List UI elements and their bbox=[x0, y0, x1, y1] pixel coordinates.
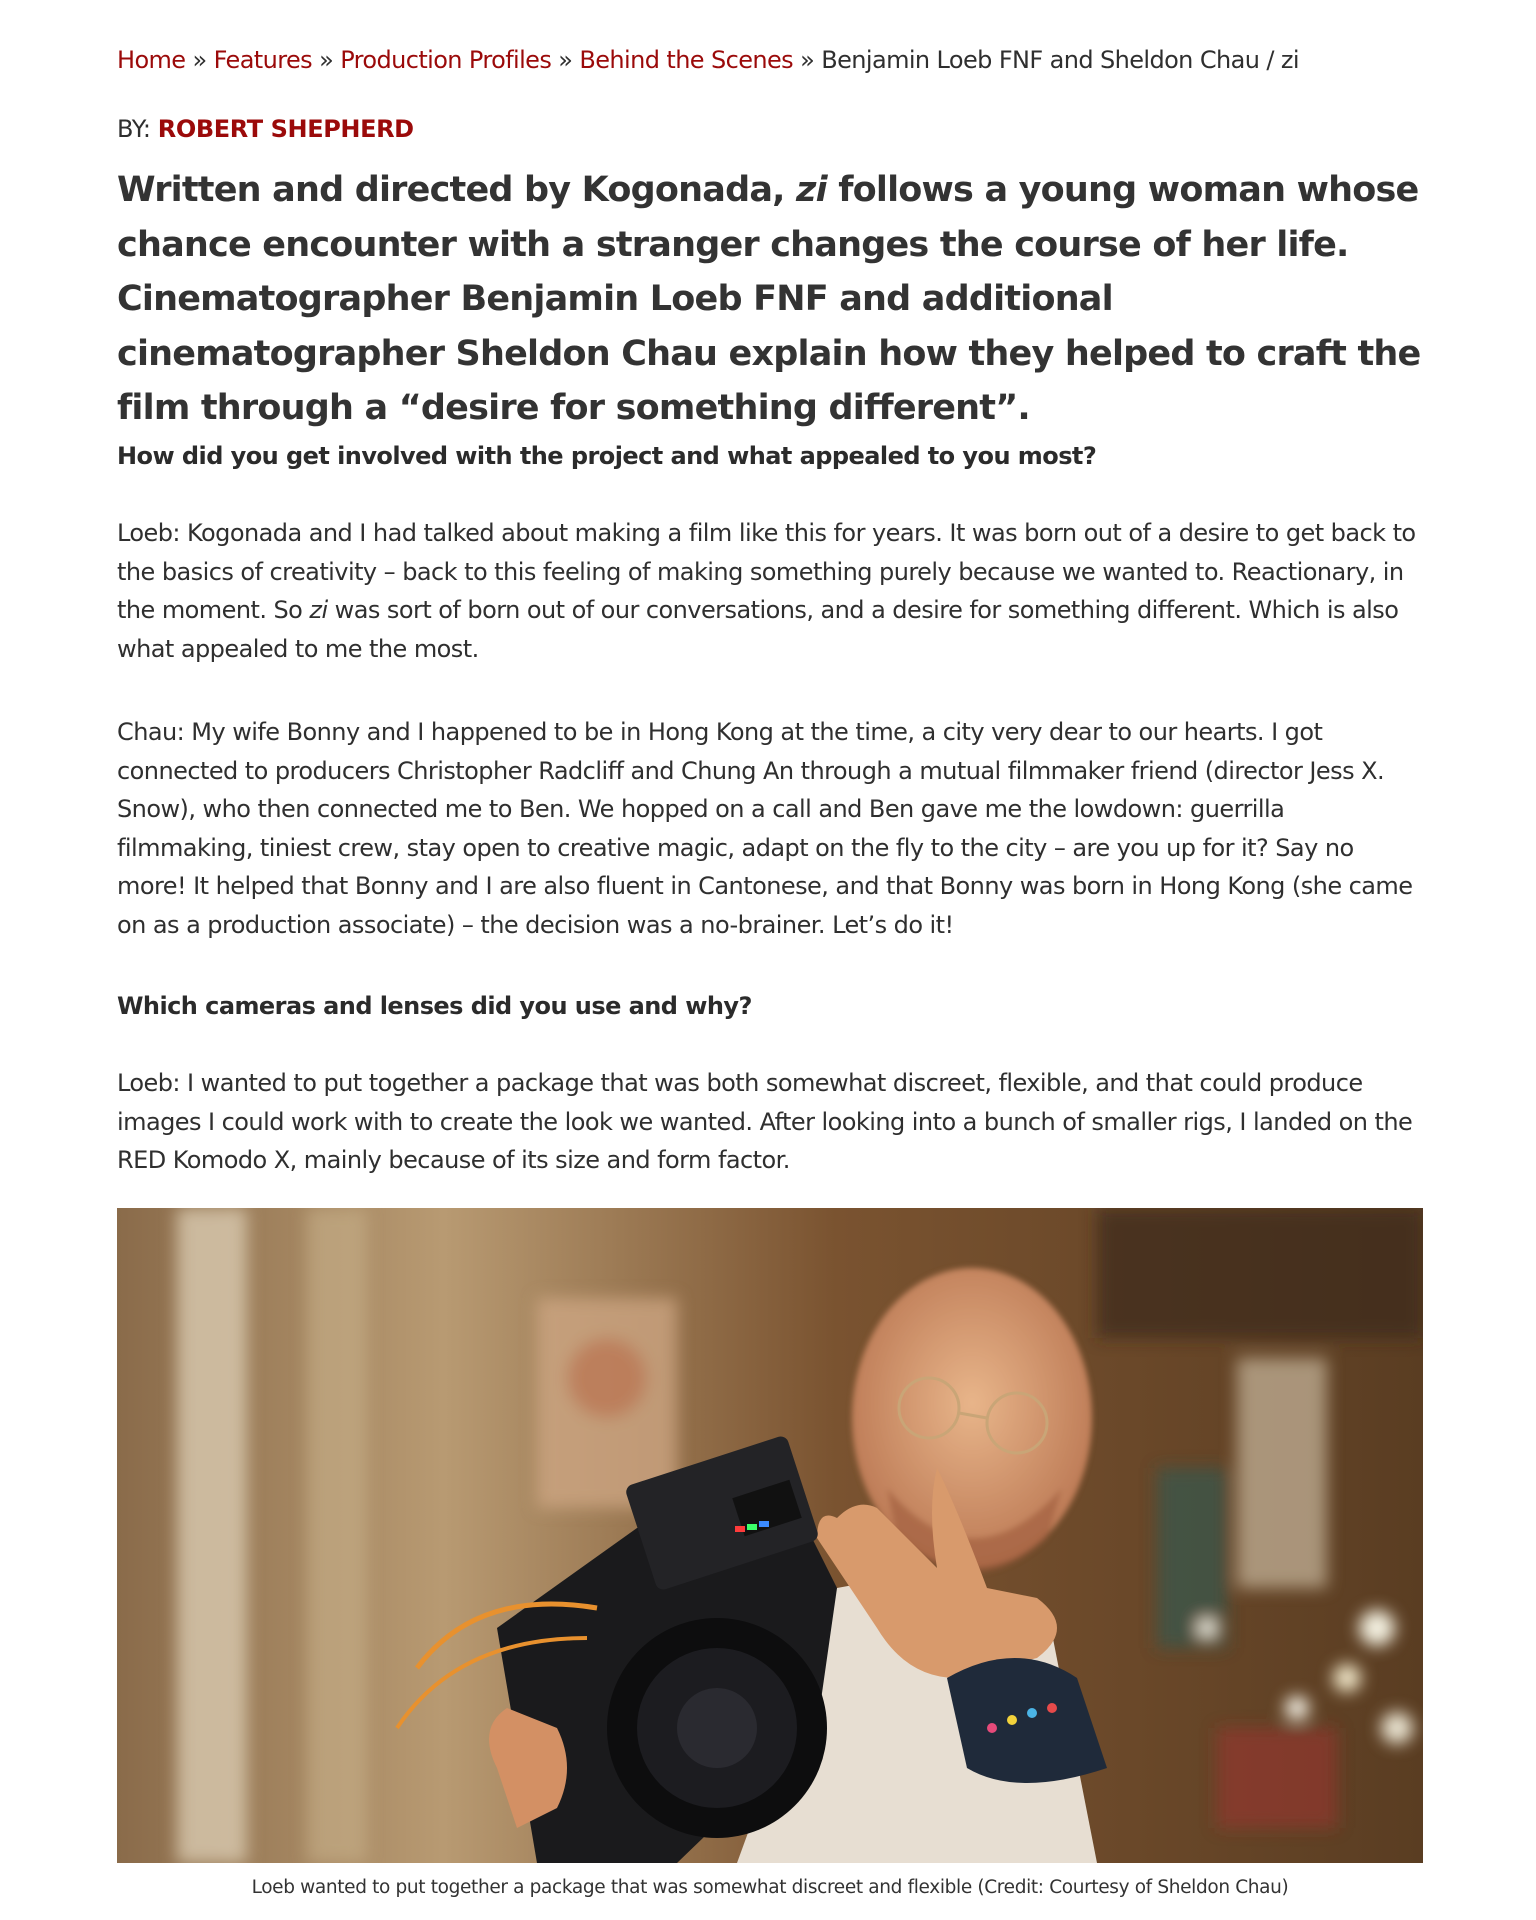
article-photo bbox=[117, 1208, 1423, 1863]
author-link[interactable]: ROBERT SHEPHERD bbox=[157, 115, 414, 143]
article-standfirst bbox=[117, 163, 1423, 436]
photo-illustration bbox=[117, 1208, 1423, 1863]
breadcrumb-separator: » bbox=[558, 46, 573, 74]
answer-loeb-2: Loeb: I wanted to put together a package that was both somewhat discreet, flexible, and that could produce images I could work with to create the look we wanted. After looking into a bunch of smaller rigs, I landed on the RED Komodo X, mainly because of its size and form factor. bbox=[117, 1069, 1413, 1175]
breadcrumb-separator: » bbox=[319, 46, 334, 74]
standfirst-text-start: Written and directed by Kogonada, bbox=[117, 170, 797, 210]
answer-chau-1: Chau: My wife Bonny and I happened to be in Hong Kong at the time, a city very dear to our hearts. I got connected to producers Christopher Radcliff and Chung An through a mutual filmmaker friend (director Jess X. Snow), who then connected me to Ben. We hopped on a call and Ben gave me the lowdown: guerrilla filmmaking, tiniest crew, stay open to creative magic, adapt on the fly to the city – are you up for it? Say no more! It helped that Bonny and I are also fluent in Cantonese, and that Bonny was born in Hong Kong (she came on as a production associate) – the decision was a no-brainer. Let’s do it! bbox=[117, 718, 1413, 939]
interview-question-1: How did you get involved with the project and what appealed to you most? bbox=[117, 442, 1097, 470]
standfirst-text-end: follows a young woman whose chance encounter with a stranger changes the course of her life. Cinematographer Benjamin Loeb FNF and additional cinematographer Sheldon Chau explain how they helped to craft the film through a “desire for something different”. bbox=[117, 170, 1421, 428]
film-title: zi bbox=[309, 596, 328, 625]
breadcrumb-link-features[interactable]: Features bbox=[213, 46, 313, 74]
breadcrumb-separator: » bbox=[192, 46, 207, 74]
breadcrumb-link-production-profiles[interactable]: Production Profiles bbox=[340, 46, 552, 74]
breadcrumb-link-behind-the-scenes[interactable]: Behind the Scenes bbox=[579, 46, 794, 74]
film-title: zi bbox=[796, 170, 827, 210]
byline bbox=[117, 113, 414, 145]
breadcrumb-separator: » bbox=[800, 46, 815, 74]
byline-prefix: BY: bbox=[117, 115, 151, 143]
photo-caption: Loeb wanted to put together a package that was somewhat discreet and flexible (Credit: Courtesy of Sheldon Chau) bbox=[251, 1877, 1289, 1898]
breadcrumb-current-page: Benjamin Loeb FNF and Sheldon Chau / zi bbox=[821, 46, 1299, 74]
answer-text: Loeb: Kogonada and I had talked about making a film like this for years. It was born out of a desire to get back to the basics of creativity – back to this feeling of making something purely because we wanted to. Reactionary, in the moment. So bbox=[117, 519, 1416, 625]
breadcrumb bbox=[117, 44, 1299, 76]
interview-question-2: Which cameras and lenses did you use and why? bbox=[117, 992, 752, 1020]
answer-loeb-1 bbox=[117, 514, 1423, 668]
breadcrumb-link-home[interactable]: Home bbox=[117, 46, 186, 74]
answer-text: was sort of born out of our conversations, and a desire for something different. Which is also what appealed to me the most. bbox=[117, 596, 1399, 663]
